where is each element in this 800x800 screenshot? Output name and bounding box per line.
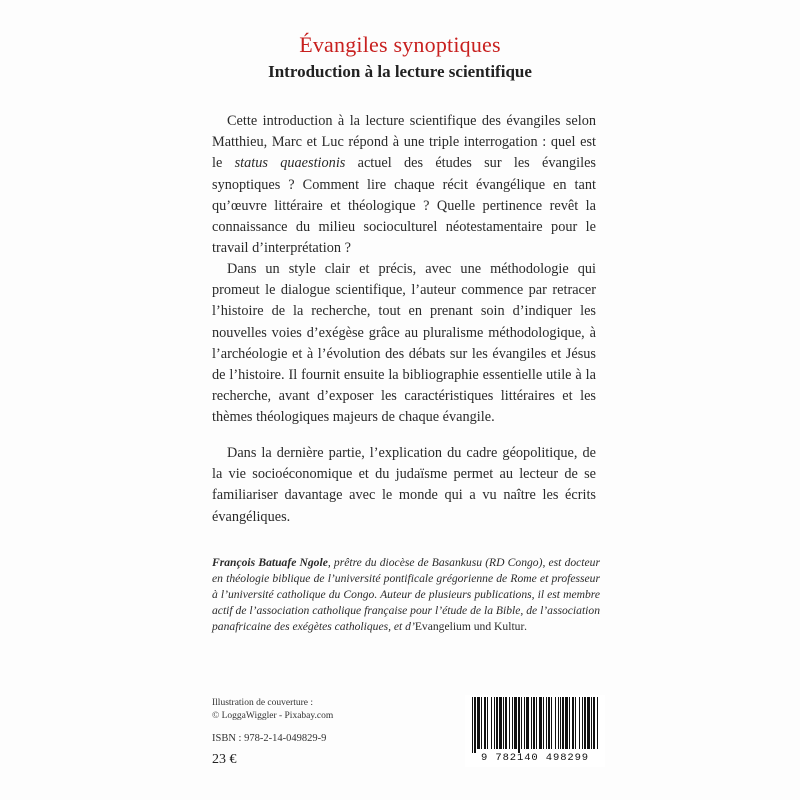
barcode-bar bbox=[474, 697, 476, 753]
summary-paragraph-3: Dans la dernière partie, l’explication du cadre géopolitique, de la vie socioéconomique et du judaïsme permet au lecteur de se familiariser davantage avec le monde qui a vu naître les écrits évangéliques. bbox=[212, 445, 596, 525]
barcode-bar bbox=[551, 697, 552, 749]
author-bio-roman: Evangelium und Kultur bbox=[414, 620, 525, 633]
book-title: Évangiles synoptiques bbox=[299, 32, 501, 57]
barcode-bar bbox=[512, 697, 513, 749]
summary-paragraph-2: Dans un style clair et précis, avec une méthodologie qui promeut le dialogue scientifique, l’auteur commence par retracer l’histoire de la recherche, tout en prenant soin d’indiquer les nouvelles voies d’exégèse grâce au pluralisme méthodologique, à l’archéologie et à l’évolution des débats sur les évangiles et Jésus de l’histoire. Il fournit ensuite la bibliographie essentielle utile à la recherche, avant d’exposer les caractéristiques littéraires et les thèmes théologiques majeurs de chaque évangile. bbox=[212, 261, 596, 426]
barcode-bar bbox=[548, 697, 550, 749]
summary-paragraph-1 bbox=[212, 111, 596, 259]
barcode-bar bbox=[531, 697, 532, 749]
barcode-bar bbox=[565, 697, 568, 749]
author-bio bbox=[212, 555, 600, 635]
barcode-bar bbox=[526, 697, 529, 749]
barcode-number: 9 782140 498299 bbox=[480, 752, 589, 764]
barcode-bar bbox=[593, 697, 595, 749]
barcode-bar bbox=[499, 697, 502, 749]
barcode-bar bbox=[503, 697, 504, 749]
summary-p1-text-a: Cette introduction à la lecture scientifique des évangiles selon Matthieu, Marc et Luc répond à une triple interrogation : quel est le bbox=[212, 113, 596, 172]
barcode-bar bbox=[477, 697, 480, 749]
author-name: François Batuafe Ngole bbox=[212, 556, 328, 569]
barcode-bar bbox=[569, 697, 570, 749]
barcode-bar bbox=[562, 697, 564, 749]
barcode-bar bbox=[487, 697, 488, 749]
barcode-bar bbox=[536, 697, 537, 749]
price: 23 € bbox=[212, 752, 237, 767]
barcode-bar bbox=[539, 697, 542, 749]
author-bio-text: , prêtre du diocèse de Basankusu (RD Congo), est docteur en théologie biblique de l’université pontificale grégorienne de Rome et professeur à l’université catholique du Congo. Auteur de plusieurs publications, il est membre actif de l’association catholique française pour l’étude de la Bible, de l’association panafricaine des exégètes catholiques, et d’ bbox=[212, 556, 600, 633]
summary-p1-text-b: actuel des études sur les évangiles synoptiques ? Comment lire chaque récit évangélique en tant qu’œuvre littéraire et théologique ? Quelle pertinence revêt la connaissance du milieu socioculturel néotestamentaire pour le travail d’interprétation ? bbox=[212, 155, 596, 257]
barcode-bar bbox=[521, 697, 522, 749]
author-bio-end: . bbox=[524, 620, 528, 633]
barcode-bar bbox=[509, 697, 510, 749]
barcode-bar bbox=[597, 697, 598, 749]
barcode-bar bbox=[560, 697, 561, 749]
barcode-bar bbox=[505, 697, 507, 749]
barcode-bar bbox=[579, 697, 580, 749]
barcode-bar bbox=[472, 697, 473, 753]
cover-credits bbox=[212, 697, 333, 722]
barcode-bar bbox=[558, 697, 559, 749]
isbn: ISBN : 978-2-14-049829-9 bbox=[212, 733, 327, 744]
barcode-bar bbox=[584, 697, 586, 749]
barcode-bar bbox=[555, 697, 556, 749]
barcode-bar bbox=[543, 697, 544, 749]
barcode-bar bbox=[572, 697, 574, 749]
barcode-bar bbox=[575, 697, 576, 749]
barcode-bar bbox=[533, 697, 535, 749]
barcode-bar bbox=[518, 697, 520, 753]
barcode-bar bbox=[591, 697, 592, 749]
book-subtitle: Introduction à la lecture scientifique bbox=[268, 62, 532, 81]
barcode-bar bbox=[524, 697, 525, 749]
barcode bbox=[465, 695, 605, 767]
barcode-bar bbox=[484, 697, 486, 749]
barcode-bar bbox=[582, 697, 583, 749]
barcode-bar bbox=[514, 697, 517, 749]
barcode-bar bbox=[587, 697, 590, 749]
credits-line-1: Illustration de couverture : bbox=[212, 698, 314, 708]
barcode-bars bbox=[472, 697, 598, 753]
barcode-bar bbox=[546, 697, 547, 749]
barcode-bar bbox=[494, 697, 495, 749]
credits-line-2: © LoggaWiggler - Pixabay.com bbox=[212, 710, 334, 721]
summary-p1-italic: status quaestionis bbox=[234, 155, 346, 172]
barcode-bar bbox=[481, 697, 482, 749]
barcode-bar bbox=[491, 697, 492, 749]
barcode-bar bbox=[496, 697, 498, 749]
